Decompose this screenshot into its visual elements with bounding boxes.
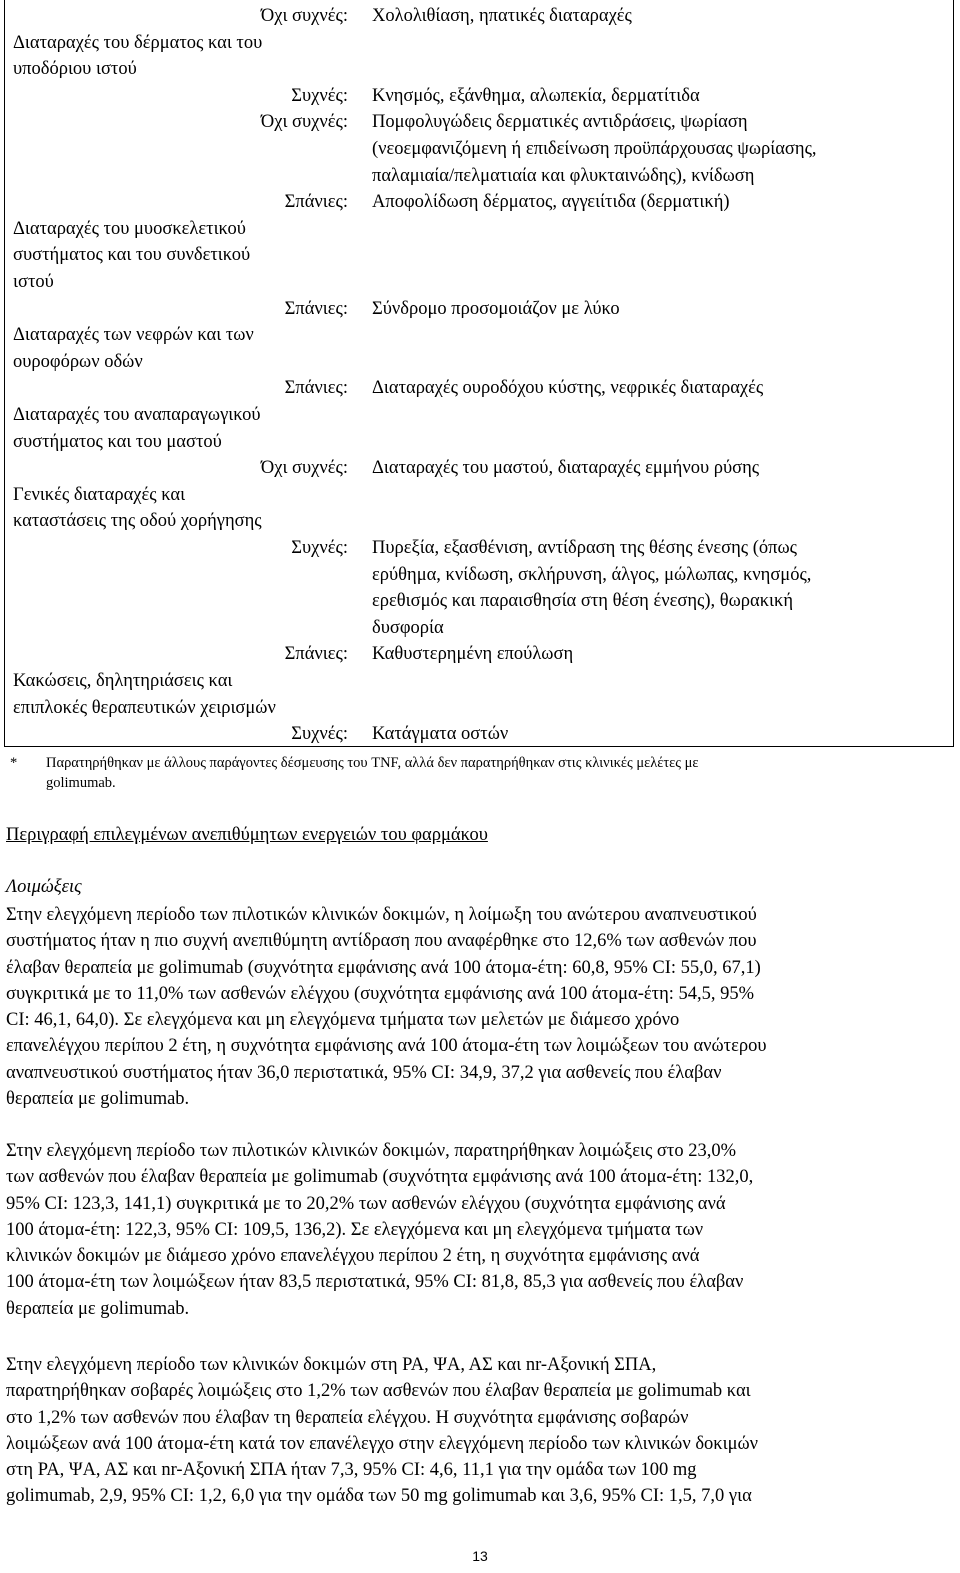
organ-system-label: Διαταραχές των νεφρών και των — [13, 325, 254, 346]
adverse-reactions-table — [4, 0, 954, 747]
organ-system-label: Γενικές διαταραχές και — [13, 484, 186, 505]
frequency-label: Σπάνιες: — [284, 378, 348, 399]
page-number: 13 — [472, 1548, 488, 1564]
reaction-description: ερύθημα, κνίδωση, σκλήρυνση, άλγος, μώλωπας, κνησμός, — [372, 564, 812, 585]
reaction-description: Κνησμός, εξάνθημα, αλωπεκία, δερματίτιδα — [372, 85, 700, 106]
table-bottom-border — [5, 746, 953, 747]
footnote-marker: * — [10, 755, 18, 771]
reaction-description: Καθυστερημένη επούλωση — [372, 644, 574, 665]
paragraph-line: 100 άτομα-έτη: 122,3, 95% CI: 109,5, 136,2). Σε ελεγχόμενα και μη ελεγχόμενα τμήματα των — [6, 1219, 704, 1240]
organ-system-label: Διαταραχές του αναπαραγωγικού — [13, 405, 261, 425]
organ-system-label: ιστού — [13, 272, 54, 292]
section-title: Περιγραφή επιλεγμένων ανεπιθύμητων ενεργειών του φαρμάκου — [6, 825, 488, 845]
paragraph-line: αναπνευστικού συστήματος ήταν 36,0 περιστατικά, 95% CI: 34,9, 37,2 για ασθενείς που έλαβαν — [6, 1062, 722, 1083]
paragraph-line: στο 1,2% των ασθενών που έλαβαν τη θεραπεία ελέγχου. Η συχνότητα εμφάνισης σοβαρών — [6, 1407, 689, 1428]
paragraph-line: θεραπεία με golimumab. — [6, 1089, 190, 1110]
paragraph-line: στη ΡΑ, ΨΑ, ΑΣ και nr-Αξονική ΣΠΑ ήταν 7,3, 95% CI: 4,6, 11,1 για την ομάδα των 100 mg — [6, 1460, 697, 1481]
reaction-description: Χολολιθίαση, ηπατικές διαταραχές — [372, 6, 632, 26]
paragraph-line: επανελέγχου περίπου 2 έτη, η συχνότητα εμφάνισης ανά 100 άτομα-έτη των λοιμώξεων του ανώτερου — [6, 1036, 767, 1057]
paragraph-line: κλινικών δοκιμών με διάμεσο χρόνο επανελέγχου περίπου 2 έτη, η συχνότητα εμφάνισης ανά — [6, 1246, 700, 1267]
organ-system-label: υποδόριου ιστού — [13, 59, 137, 80]
paragraph-line: CI: 46,1, 64,0). Σε ελεγχόμενα και μη ελεγχόμενα τμήματα των μελετών με διάμεσο χρόνο — [6, 1010, 680, 1031]
frequency-label: Συχνές: — [291, 538, 348, 558]
paragraph-line: συγκριτικά με το 11,0% των ασθενών ελέγχου (συχνότητα εμφάνισης ανά 100 άτομα-έτη: 54,5, 95% — [6, 983, 755, 1004]
paragraph-2 — [6, 1138, 951, 1322]
paragraph-line: των ασθενών που έλαβαν θεραπεία με golimumab (συχνότητα εμφάνισης ανά 100 άτομα-έτη: 132,0, — [6, 1167, 754, 1188]
frequency-label: Σπάνιες: — [284, 298, 348, 319]
paragraph-line: 95% CI: 123,3, 141,1) συγκριτικά με το 20,2% των ασθενών ελέγχου (συχνότητα εμφάνισης ανά — [6, 1193, 726, 1214]
reaction-description: Διαταραχές του μαστού, διαταραχές εμμήνου ρύσης — [372, 458, 760, 479]
frequency-label: Συχνές: — [291, 85, 348, 106]
reaction-description: δυσφορία — [372, 617, 444, 638]
paragraph-line: golimumab, 2,9, 95% CI: 1,2, 6,0 για την ομάδα των 50 mg golimumab και 3,6, 95% CI: 1,5, 7,0 για — [6, 1486, 752, 1507]
organ-system-label: ουροφόρων οδών — [13, 351, 143, 372]
paragraph-line: θεραπεία με golimumab. — [6, 1298, 190, 1319]
reaction-description: (νεοεμφανιζόμενη ή επιδείνωση προϋπάρχουσας ψωρίασης, — [372, 139, 817, 159]
reaction-description: Κατάγματα οστών — [372, 724, 509, 745]
reaction-description: Αποφολίδωση δέρματος, αγγειίτιδα (δερματική) — [372, 192, 730, 213]
footnote-line-2: golimumab. — [46, 775, 116, 791]
frequency-label: Σπάνιες: — [284, 192, 348, 213]
paragraph-line: 100 άτομα-έτη των λοιμώξεων ήταν 83,5 περιστατικά, 95% CI: 81,8, 85,3 για ασθενείς που έλαβαν — [6, 1272, 744, 1293]
organ-system-label: Διαταραχές του δέρματος και του — [13, 32, 263, 53]
paragraph-line: συστήματος ήταν η πιο συχνή ανεπιθύμητη αντίδραση που αναφέρθηκε στο 12,6% των ασθενών που — [6, 931, 757, 952]
frequency-label: Όχι συχνές: — [260, 112, 348, 133]
frequency-label: Συχνές: — [291, 724, 348, 745]
footnote-line-1: Παρατηρήθηκαν με άλλους παράγοντες δέσμευσης του TNF, αλλά δεν παρατηρήθηκαν στις κλινικές μελέτες με — [46, 755, 699, 771]
organ-system-label: συστήματος και του συνδετικού — [13, 245, 251, 266]
frequency-label: Όχι συχνές: — [260, 458, 348, 479]
organ-system-label: επιπλοκές θεραπευτικών χειρισμών — [13, 697, 276, 718]
reaction-description: Πυρεξία, εξασθένιση, αντίδραση της θέσης ένεσης (όπως — [372, 538, 797, 558]
paragraph-3 — [6, 1352, 951, 1510]
paragraph-line: λοιμώξεων ανά 100 άτομα-έτη κατά τον επανέλεγχο στην ελεγχόμενη περίοδο των κλινικών δοκιμών — [6, 1433, 759, 1454]
organ-system-label: καταστάσεις της οδού χορήγησης — [13, 511, 262, 532]
subsection-title: Λοιμώξεις — [6, 877, 82, 897]
paragraph-line: Στην ελεγχόμενη περίοδο των πιλοτικών κλινικών δοκιμών, παρατηρήθηκαν λοιμώξεις στο 23,0% — [6, 1141, 737, 1161]
organ-system-label: συστήματος και του μαστού — [13, 431, 222, 452]
reaction-description: Πομφολυγώδεις δερματικές αντιδράσεις, ψωρίαση — [372, 112, 748, 133]
reaction-description: Σύνδρομο προσομοιάζον με λύκο — [372, 298, 620, 319]
reaction-description: ερεθισμός και παραισθησία στη θέση ένεσης), θωρακική — [372, 591, 794, 612]
reaction-description: Διαταραχές ουροδόχου κύστης, νεφρικές διαταραχές — [372, 378, 764, 399]
paragraph-line: έλαβαν θεραπεία με golimumab (συχνότητα εμφάνισης ανά 100 άτομα-έτη: 60,8, 95% CI: 55,0, 67,1) — [6, 957, 761, 978]
organ-system-label: Διαταραχές του μυοσκελετικού — [13, 218, 246, 239]
reaction-description: παλαμιαία/πελματιαία και φλυκταινώδης), κνίδωση — [372, 165, 755, 186]
frequency-label: Σπάνιες: — [284, 644, 348, 665]
paragraph-1 — [6, 902, 951, 1112]
paragraph-line: παρατηρήθηκαν σοβαρές λοιμώξεις στο 1,2% των ασθενών που έλαβαν θεραπεία με golimumab και — [6, 1381, 751, 1402]
paragraph-line: Στην ελεγχόμενη περίοδο των πιλοτικών κλινικών δοκιμών, η λοίμωξη του ανώτερου αναπνευστικού — [6, 905, 757, 925]
frequency-label: Όχι συχνές: — [260, 6, 348, 26]
paragraph-line: Στην ελεγχόμενη περίοδο των κλινικών δοκιμών στη ΡΑ, ΨΑ, ΑΣ και nr-Αξονική ΣΠΑ, — [6, 1355, 657, 1375]
organ-system-label: Κακώσεις, δηλητηριάσεις και — [13, 671, 233, 691]
